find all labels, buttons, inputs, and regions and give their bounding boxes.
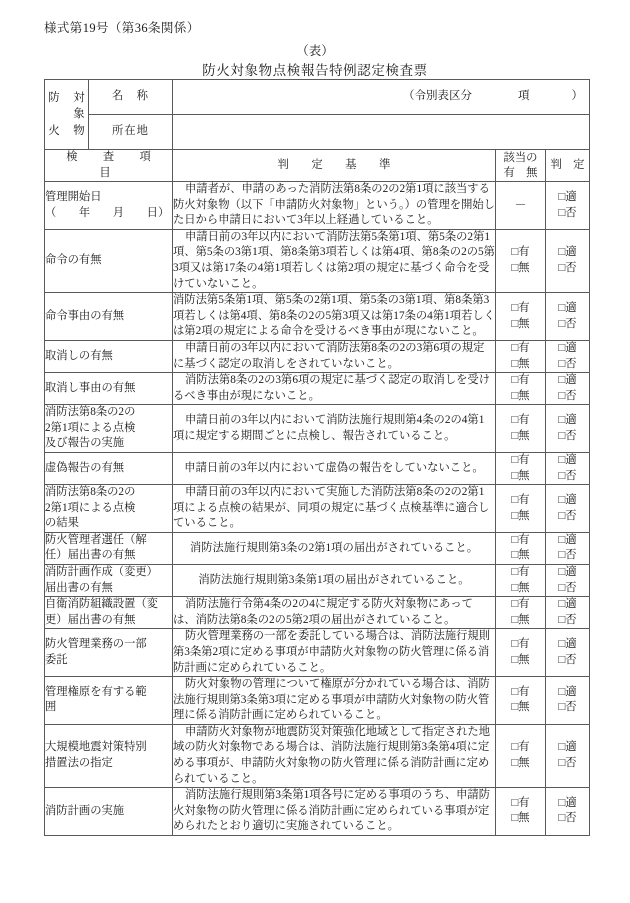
- row-criteria: 申請日前の3年以内において消防法第5条第1項、第5条の2第1項、第5条の3第1項、第8条第3項若しくは第4項、第8条の2の5第3項又は第17条の4第1項若しくは第2項の規定に基づく命令を受けていないこと。: [173, 229, 496, 292]
- applicable-yes-checkbox[interactable]: □有: [511, 414, 530, 427]
- item-line-2: 2第1項による点検: [45, 421, 136, 434]
- field-building-address[interactable]: [173, 115, 590, 150]
- item-date-field[interactable]: （ 年 月 日）: [45, 206, 170, 219]
- applicable-no-checkbox[interactable]: □無: [511, 317, 530, 330]
- judge-fail-checkbox[interactable]: □否: [558, 701, 577, 714]
- item-line-1: 消防法第8条の2の: [45, 406, 136, 419]
- item-line-2: 委託: [45, 653, 68, 666]
- table-row: [45, 340, 590, 372]
- row-criteria: 消防法第5条第1項、第5条の2第1項、第5条の3第1項、第8条第3項若しくは第4項、第8条の2の5第3項又は第17条の4第1項若しくは第2項の規定による命令を受けるべき事由が現にないこと。: [173, 293, 496, 341]
- judge-pass-checkbox[interactable]: □適: [558, 453, 577, 466]
- row-criteria: 消防法施行規則第3条の2第1項の届出がされていること。: [173, 532, 496, 564]
- header-criteria: 判 定 基 準: [173, 150, 496, 182]
- row-judgement-cell[interactable]: [545, 293, 589, 341]
- row-judgement-cell[interactable]: [545, 229, 589, 292]
- judge-pass-checkbox[interactable]: □適: [558, 190, 577, 203]
- judge-pass-checkbox[interactable]: □適: [558, 493, 577, 506]
- row-item-label: [45, 788, 173, 836]
- item-line-1: 防火管理者選任（解: [45, 533, 147, 546]
- row-criteria: 申請日前の3年以内において実施した消防法第8条の2の2第1項による点検の結果が、同項の規定に基づく点検基準に適合していること。: [173, 485, 496, 533]
- header-judgement: 判 定: [545, 150, 589, 182]
- table-row: [45, 788, 590, 836]
- applicable-no-checkbox[interactable]: □無: [511, 389, 530, 402]
- row-applicable-cell[interactable]: [495, 629, 545, 677]
- judge-fail-checkbox[interactable]: □否: [558, 429, 577, 442]
- vlabel-char-1: 防: [48, 91, 60, 104]
- row-judgement-cell[interactable]: [545, 182, 589, 230]
- row-judgement-cell[interactable]: [545, 485, 589, 533]
- header-applicable: [495, 150, 545, 182]
- header-applicable-line2: 有 無: [503, 166, 538, 179]
- row-applicable-cell[interactable]: [495, 229, 545, 292]
- row-judgement-cell[interactable]: [545, 565, 589, 597]
- item-line-1: 虚偽報告の有無: [45, 461, 125, 474]
- row-applicable-cell[interactable]: [495, 788, 545, 836]
- row-criteria: 防火管理業務の一部を委託している場合は、消防法施行規則第3条第2項に定める事項が申請防火対象物の防火管理に係る消防計画に定められていること。: [173, 629, 496, 677]
- row-item-label: [45, 293, 173, 341]
- item-line-1: 大規模地震対策特別: [45, 741, 147, 754]
- applicable-no-checkbox[interactable]: □無: [511, 613, 530, 626]
- applicable-yes-checkbox[interactable]: □有: [511, 453, 530, 466]
- applicable-yes-checkbox[interactable]: □有: [511, 533, 530, 546]
- table-row: [45, 532, 590, 564]
- applicable-yes-checkbox[interactable]: □有: [511, 374, 530, 387]
- vlabel-char-4: 象: [73, 108, 85, 121]
- judge-pass-checkbox[interactable]: □適: [558, 341, 577, 354]
- judge-fail-checkbox[interactable]: □否: [558, 317, 577, 330]
- vlabel-char-3: [48, 107, 61, 121]
- building-vertical-label: [45, 80, 89, 150]
- row-applicable-cell[interactable]: [495, 405, 545, 453]
- item-line-1: 管理権原を有する範: [45, 685, 147, 698]
- judge-pass-checkbox[interactable]: □適: [558, 566, 577, 579]
- applicable-yes-checkbox[interactable]: □有: [511, 638, 530, 651]
- item-line-2: 任）届出書の有無: [45, 549, 136, 562]
- field-building-name[interactable]: [173, 80, 590, 115]
- row-item-label: [45, 452, 173, 484]
- item-line-2: 囲: [45, 701, 57, 714]
- row-criteria: 申請日前の3年以内において消防法施行規則第4条の2の4第1項に規定する期間ごとに点検し、報告されていること。: [173, 405, 496, 453]
- row-judgement-cell[interactable]: [545, 788, 589, 836]
- row-applicable-cell[interactable]: [495, 724, 545, 787]
- appendix-classification-note: [403, 89, 583, 105]
- table-row: [45, 405, 590, 453]
- row-item-label: [45, 565, 173, 597]
- row-criteria: 申請日前の3年以内において消防法第8条の2の3第6項の規定に基づく認定の取消しをされていないこと。: [173, 340, 496, 372]
- row-criteria: 申請日前の3年以内において虚偽の報告をしていないこと。: [173, 452, 496, 484]
- item-line-1: 命令の有無: [45, 254, 102, 267]
- item-line-1: 消防計画の実施: [45, 804, 125, 817]
- row-item-label: [45, 724, 173, 787]
- item-line-1: 自衛消防組織設置（変: [45, 598, 158, 611]
- judge-fail-checkbox[interactable]: □否: [558, 262, 577, 275]
- applicable-no-checkbox[interactable]: □無: [511, 549, 530, 562]
- label-building-name: 名 称: [89, 80, 173, 115]
- judge-fail-checkbox[interactable]: □否: [558, 357, 577, 370]
- judge-fail-checkbox[interactable]: □否: [558, 581, 577, 594]
- applicable-no-checkbox[interactable]: □無: [511, 812, 530, 825]
- row-criteria: 消防法施行規則第3条第1項の届出がされていること。: [173, 565, 496, 597]
- table-row: [45, 293, 590, 341]
- applicable-no-checkbox[interactable]: □無: [511, 756, 530, 769]
- applicable-yes-checkbox[interactable]: □有: [511, 741, 530, 754]
- table-row: [45, 565, 590, 597]
- row-judgement-cell[interactable]: [545, 629, 589, 677]
- row-item-label: [45, 340, 173, 372]
- judge-pass-checkbox[interactable]: □適: [558, 685, 577, 698]
- row-judgement-cell[interactable]: [545, 724, 589, 787]
- row-criteria: 申請者が、申請のあった消防法第8条の2の2第1項に該当する防火対象物（以下「申請防火対象物」という。）の管理を開始した日から申請日において3年以上経過していること。: [173, 182, 496, 230]
- row-applicable-cell[interactable]: [495, 485, 545, 533]
- row-item-label: [45, 405, 173, 453]
- row-criteria: 防火対象物の管理について権原が分かれている場合は、消防法施行規則第3条第3項に定める事項が申請防火対象物の防火管理に係る消防計画に定められていること。: [173, 677, 496, 725]
- judge-pass-checkbox[interactable]: □適: [558, 374, 577, 387]
- item-line-1: 管理開始日: [45, 190, 102, 203]
- header-applicable-line1: 該当の: [503, 151, 538, 164]
- header-inspection-item: 検 査 項 目: [45, 150, 173, 182]
- row-applicable-cell[interactable]: [495, 532, 545, 564]
- row-applicable-cell[interactable]: [495, 452, 545, 484]
- applicable-no-checkbox[interactable]: □無: [511, 581, 530, 594]
- row-item-label: [45, 677, 173, 725]
- row-applicable-cell[interactable]: [495, 373, 545, 405]
- applicable-no-checkbox[interactable]: □無: [511, 701, 530, 714]
- vlabel-char-6: 物: [73, 124, 85, 137]
- applicable-yes-checkbox[interactable]: □有: [511, 301, 530, 314]
- row-applicable-cell[interactable]: [495, 565, 545, 597]
- table-row: [45, 373, 590, 405]
- row-item-label: [45, 373, 173, 405]
- row-item-label: [45, 229, 173, 292]
- judge-fail-checkbox[interactable]: □否: [558, 469, 577, 482]
- form-number: 様式第19号（第36条関係）: [44, 21, 200, 35]
- applicable-yes-checkbox[interactable]: □有: [511, 246, 530, 259]
- item-line-1: 消防計画作成（変更）: [45, 566, 158, 579]
- item-line-2: 届出書の有無: [45, 581, 113, 594]
- classification-prefix: （令別表区分: [403, 90, 472, 103]
- row-judgement-cell[interactable]: [545, 340, 589, 372]
- row-judgement-cell[interactable]: [545, 677, 589, 725]
- row-criteria: 消防法第8条の2の3第6項の規定に基づく認定の取消しを受けるべき事由が現にないこと。: [173, 373, 496, 405]
- judge-pass-checkbox[interactable]: □適: [558, 246, 577, 259]
- row-judgement-cell[interactable]: [545, 597, 589, 629]
- table-row: [45, 629, 590, 677]
- row-applicable-cell[interactable]: [495, 293, 545, 341]
- row-applicable-cell[interactable]: [495, 677, 545, 725]
- judge-fail-checkbox[interactable]: □否: [558, 653, 577, 666]
- table-row: [45, 182, 590, 230]
- item-line-1: 防火管理業務の一部: [45, 638, 147, 651]
- item-line-2: 2第1項による点検: [45, 501, 136, 514]
- row-criteria: 消防法施行規則第3条第1項各号に定める事項のうち、申請防火対象物の防火管理に係る消防計画に定められている事項が定められたとおり適切に実施されていること。: [173, 788, 496, 836]
- applicable-no-checkbox[interactable]: □無: [511, 469, 530, 482]
- table-row: [45, 229, 590, 292]
- not-applicable-dash: －: [514, 198, 527, 213]
- judge-fail-checkbox[interactable]: □否: [558, 509, 577, 522]
- identity-row-address: [45, 115, 590, 150]
- row-item-label: [45, 532, 173, 564]
- row-applicable-cell[interactable]: [495, 340, 545, 372]
- applicable-no-checkbox[interactable]: □無: [511, 357, 530, 370]
- classification-suffix: ）: [571, 90, 583, 103]
- applicable-no-checkbox[interactable]: □無: [511, 653, 530, 666]
- row-judgement-cell[interactable]: [545, 452, 589, 484]
- row-item-label: [45, 182, 173, 230]
- judge-pass-checkbox[interactable]: □適: [558, 533, 577, 546]
- form-subtitle: （表）: [296, 44, 334, 58]
- row-criteria: 消防法施行令第4条の2の4に規定する防火対象物にあっては、消防法第8条の2の5第2項の届出がされていること。: [173, 597, 496, 629]
- row-item-label: [45, 597, 173, 629]
- judge-pass-checkbox[interactable]: □適: [558, 414, 577, 427]
- table-row: [45, 485, 590, 533]
- item-line-1: 取消し事由の有無: [45, 381, 136, 394]
- judge-fail-checkbox[interactable]: □否: [558, 549, 577, 562]
- table-row: [45, 677, 590, 725]
- page-title: 防火対象物点検報告特例認定検査票: [202, 63, 428, 78]
- vlabel-char-2: 対: [73, 91, 85, 104]
- judge-pass-checkbox[interactable]: □適: [558, 796, 577, 809]
- identity-row-name: [45, 80, 590, 115]
- applicable-no-checkbox[interactable]: □無: [511, 429, 530, 442]
- judge-pass-checkbox[interactable]: □適: [558, 638, 577, 651]
- item-line-1: 消防法第8条の2の: [45, 486, 136, 499]
- item-line-2: 措置法の指定: [45, 756, 113, 769]
- row-criteria: 申請防火対象物が地震防災対策強化地域として指定された地域の防火対象物である場合は、消防法施行規則第3条第4項に定める事項が、申請防火対象物の防火管理に係る消防計画に定められていること。: [173, 724, 496, 787]
- table-row: [45, 724, 590, 787]
- applicable-no-checkbox[interactable]: □無: [511, 262, 530, 275]
- row-item-label: [45, 485, 173, 533]
- row-judgement-cell[interactable]: [545, 532, 589, 564]
- table-row: [45, 452, 590, 484]
- inspection-sheet-table: [44, 79, 590, 836]
- applicable-yes-checkbox[interactable]: □有: [511, 493, 530, 506]
- applicable-yes-checkbox[interactable]: □有: [511, 685, 530, 698]
- judge-pass-checkbox[interactable]: □適: [558, 598, 577, 611]
- row-applicable-cell[interactable]: [495, 182, 545, 230]
- row-judgement-cell[interactable]: [545, 405, 589, 453]
- judge-fail-checkbox[interactable]: □否: [558, 756, 577, 769]
- applicable-yes-checkbox[interactable]: □有: [511, 566, 530, 579]
- item-line-3: 及び報告の実施: [45, 437, 125, 450]
- item-line-1: 命令事由の有無: [45, 309, 125, 322]
- item-line-1: 取消しの有無: [45, 349, 113, 362]
- judge-fail-checkbox[interactable]: □否: [558, 812, 577, 825]
- table-row: [45, 597, 590, 629]
- vlabel-char-5: 火: [48, 124, 60, 137]
- applicable-yes-checkbox[interactable]: □有: [511, 598, 530, 611]
- row-item-label: [45, 629, 173, 677]
- label-building-address: 所在地: [89, 115, 173, 150]
- applicable-no-checkbox[interactable]: □無: [511, 509, 530, 522]
- judge-pass-checkbox[interactable]: □適: [558, 301, 577, 314]
- item-line-2: 更）届出書の有無: [45, 613, 136, 626]
- classification-middle: 項: [518, 90, 530, 103]
- judge-pass-checkbox[interactable]: □適: [558, 741, 577, 754]
- row-judgement-cell[interactable]: [545, 373, 589, 405]
- applicable-yes-checkbox[interactable]: □有: [511, 341, 530, 354]
- item-line-3: の結果: [45, 517, 79, 530]
- table-header-row: [45, 150, 590, 182]
- row-applicable-cell[interactable]: [495, 597, 545, 629]
- judge-fail-checkbox[interactable]: □否: [558, 389, 577, 402]
- judge-fail-checkbox[interactable]: □否: [558, 206, 577, 219]
- applicable-yes-checkbox[interactable]: □有: [511, 796, 530, 809]
- judge-fail-checkbox[interactable]: □否: [558, 613, 577, 626]
